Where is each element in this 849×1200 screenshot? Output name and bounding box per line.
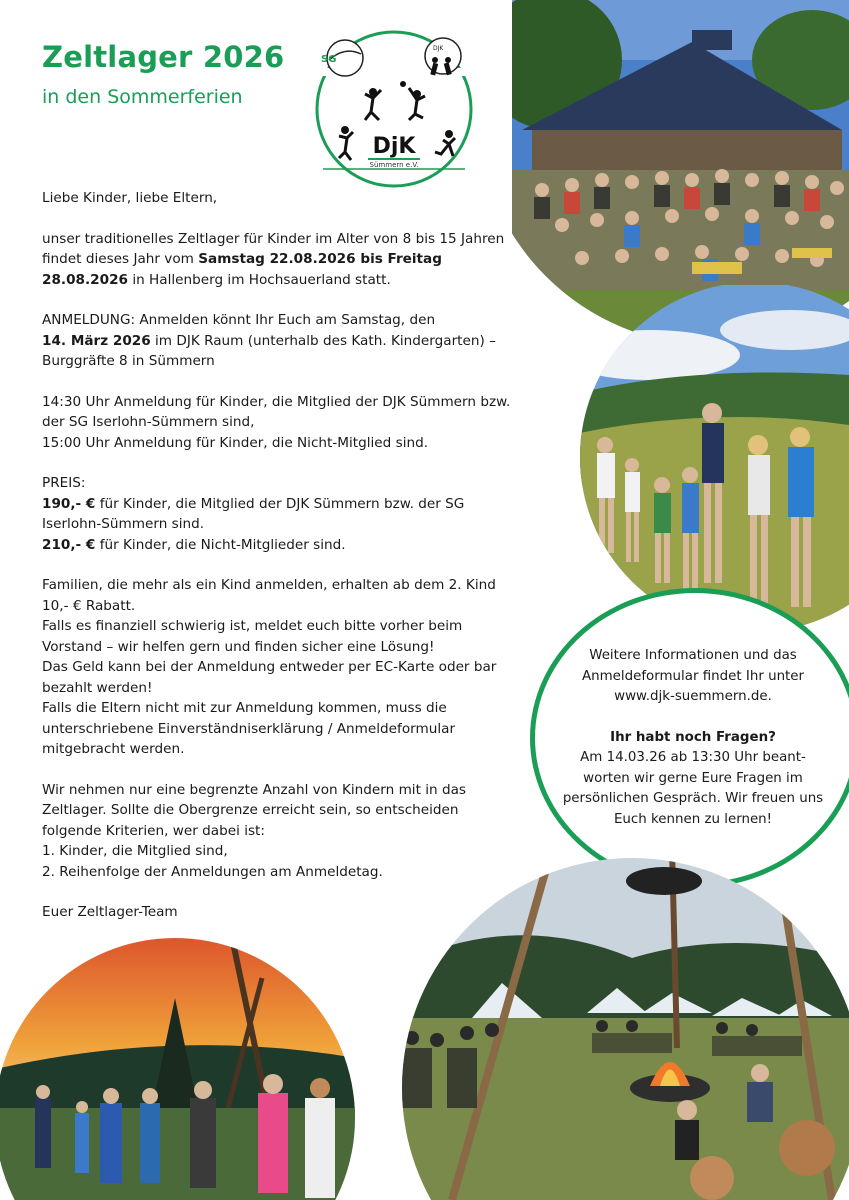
registration-paragraph: ANMELDUNG: Anmelden könnt Ihr Euch am Samstag, den 14. März 2026 im DJK Raum (unterhalb des Kath. Kindergarten) – Burggräfte 8 in Sümmern — [42, 312, 496, 369]
djk-logo — [313, 28, 475, 190]
price-member: 190,- € — [42, 495, 96, 512]
logo-top-text: SG — [321, 54, 337, 65]
photo-campfire — [392, 848, 849, 1200]
price-section: PREIS: 190,- € für Kinder, die Mitglied der DJK Sümmern bzw. der SG Iserlohn-Sümmern sind. 210,- € für Kinder, die Nicht-Mitglieder sind. — [42, 475, 465, 553]
flyer-subtitle: in den Sommerferien — [42, 86, 243, 108]
registration-times: 14:30 Uhr Anmeldung für Kinder, die Mitglied der DJK Sümmern bzw. der SG Iserlohn-Sümmern sind, 15:00 Uhr Anmeldung für Kinder, die Nicht-Mitglied sind. — [42, 393, 511, 451]
greeting: Liebe Kinder, liebe Eltern, — [42, 190, 218, 206]
questions-heading: Ihr habt noch Fragen? — [610, 729, 776, 745]
more-info-text: Weitere Informationen und das Anmeldeformular findet Ihr unter www.djk-suemmern.de. — [581, 648, 805, 704]
letter-body — [42, 188, 522, 923]
limit-paragraph: Wir nehmen nur eine begrenzte Anzahl von Kindern mit in das Zeltlager. Sollte die Obergrenze erreicht sein, so entscheiden folgende Kriterien, wer dabei ist: 1. Kinder, die Mitglied sind, 2. Reihenfolge der Anmeldungen am Anmeldetag. — [42, 781, 466, 880]
flyer-title: Zeltlager 2026 — [42, 40, 285, 74]
price-nonmember: 210,- € — [42, 536, 96, 553]
camp-dates: Samstag 22.08.2026 bis Freitag 28.08.2026 — [42, 251, 442, 288]
photo-sunset — [0, 918, 356, 1200]
questions-answer: Am 14.03.26 ab 13:30 Uhr beant-worten wir gerne Eure Fragen im persönlichen Gespräch. Wir freuen uns Euch kennen zu lernen! — [562, 750, 824, 827]
info-box — [560, 646, 826, 830]
photo-children-hill — [570, 285, 849, 630]
logo-name: DjK — [372, 134, 416, 159]
logo-club: Sümmern e.V. — [369, 161, 419, 169]
logo-small-text: DJK — [433, 45, 444, 52]
intro-paragraph: unser traditionelles Zeltlager für Kinder im Alter von 8 bis 15 Jahren findet dieses Jahr vom Samstag 22.08.2026 bis Freitag 28.08.2026 in Hallenberg im Hochsauerland statt. — [42, 230, 505, 288]
signature: Euer Zeltlager-Team — [42, 904, 178, 920]
family-paragraph: Familien, die mehr als ein Kind anmelden, erhalten ab dem 2. Kind 10,- € Rabatt. Falls es finanziell schwierig ist, meldet euch bitte vorher beim Vorstand – wir helfen gern und finden sicher eine Lösung! Das Geld kann bei der Anmeldung entweder per EC-Karte oder bar bezahlt werden! Falls die Eltern nicht mit zur Anmeldung kommen, muss die unterschriebene Einverständniserklärung / Anmeldeformular mitgebracht werden. — [42, 577, 497, 757]
registration-date: 14. März 2026 — [42, 332, 151, 349]
